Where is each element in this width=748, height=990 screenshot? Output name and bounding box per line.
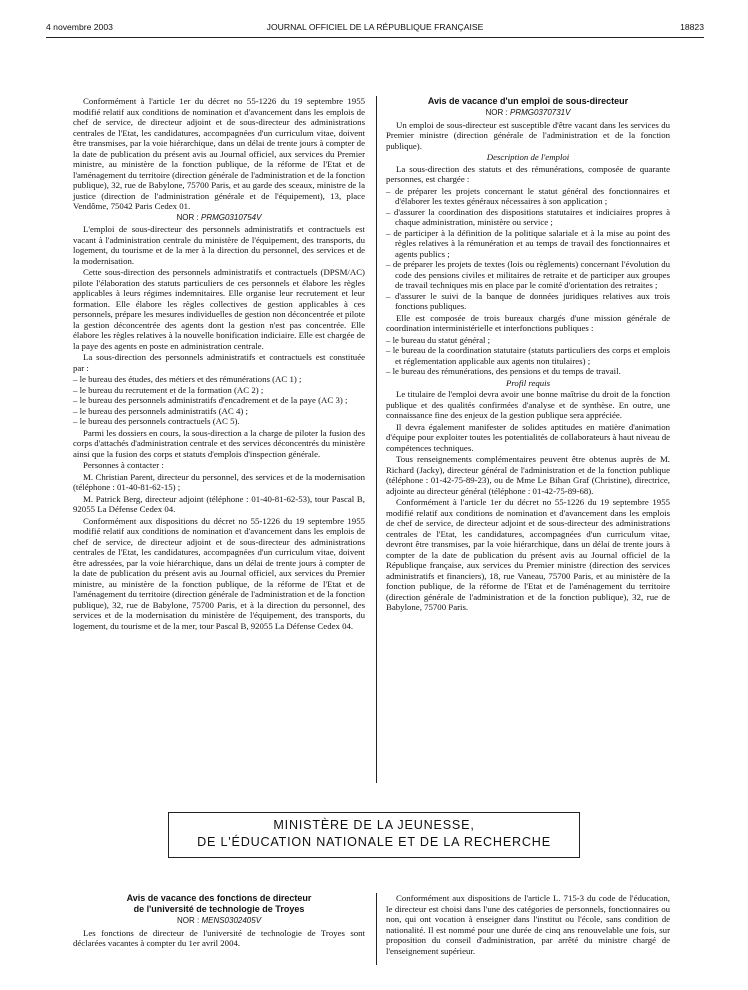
list-item: – le bureau du statut général ; xyxy=(386,335,670,346)
left-paragraph-4: La sous-direction des personnels administratifs et contractuels est constituée par : xyxy=(73,352,365,373)
list-item: – le bureau des rémunérations, des pensions et du temps de travail. xyxy=(386,366,670,377)
list-item: – d'assurer le suivi de la banque de données juridiques relatives aux trois fonctions publiques. xyxy=(386,291,670,312)
ministry-line-2: DE L'ÉDUCATION NATIONALE ET DE LA RECHERCHE xyxy=(197,835,551,849)
header-date: 4 novembre 2003 xyxy=(46,22,113,32)
left-paragraph-8: M. Patrick Berg, directeur adjoint (téléphone : 01-40-81-62-53), tour Pascal B, 92055 La Défense Cedex 04. xyxy=(73,493,365,514)
header-rule xyxy=(46,37,704,38)
left-paragraph-7: M. Christian Parent, directeur du personnel, des services et de la modernisation (téléphone : 01-40-81-62-15) ; xyxy=(73,471,365,492)
list-item: – le bureau des personnels contractuels (AC 5). xyxy=(73,416,365,427)
left-paragraph-2: L'emploi de sous-directeur des personnels administratifs et contractuels est vacant à l'administration centrale du ministère de l'équipement, des transports, du logement, du tourisme et de la mer à la direction du personnel, des services et de la modernisation. xyxy=(73,224,365,266)
right-paragraph-6: Tous renseignements complémentaires peuvent être obtenus auprès de M. Richard (Jacky), directeur général de l'administration et de la fonction publique (téléphone : 01-42-75-89-23), ou de Mme Le Bihan Graf (Christine), directrice, adjointe au directeur général (téléphone : 01-42-75-89-68). xyxy=(386,454,670,496)
right-paragraph-1: Un emploi de sous-directeur est susceptible d'être vacant dans les services du Premier ministre (direction générale de l'administration et de la fonction publique). xyxy=(386,119,670,151)
nor-label: NOR : xyxy=(176,212,199,222)
nor-code: PRMG0370731V xyxy=(509,108,571,117)
description-heading: Description de l'emploi xyxy=(486,152,570,162)
list-item: – de préparer les projets concernant le statut général des fonctionnaires et d'élaborer les textes généraux nécessaires à son application ; xyxy=(386,186,670,207)
left-paragraph-3: Cette sous-direction des personnels administratifs et contractuels (DPSM/AC) pilote l'élaboration des statuts particuliers de ces personnels et élabore les règles applicables à leurs régimes indemnitaires. Elle organise leur recrutement et leur formation. Elle élabore les règles collectives de gestion applicables à ces personnels, prépare les mesures individuelles de gestion non déconcentrée et pilote la gestion déconcentrée des agents dont la gestion n'est pas concentrée. Elle élabore les règles relatives à la nouvelle bonification indiciaire. Elle est chargée de la paye des agents en poste en administration centrale. xyxy=(73,267,365,351)
nor-code: PRMG0310754V xyxy=(200,212,262,222)
bureaux-list xyxy=(386,335,670,377)
header-page-number: 18823 xyxy=(680,22,704,32)
bottom-right-column xyxy=(386,893,670,957)
title-line-1: Avis de vacance des fonctions de directeur xyxy=(126,893,312,903)
right-column xyxy=(386,96,670,614)
list-item: – le bureau du recrutement et de la formation (AC 2) ; xyxy=(73,385,365,396)
left-paragraph-6: Personnes à contacter : xyxy=(83,460,164,470)
nor-code: MENS0302405V xyxy=(201,916,262,925)
right-paragraph-4: Le titulaire de l'emploi devra avoir une bonne maîtrise du droit de la fonction publique et des qualités confirmées d'analyse et de synthèse. En outre, une connaissance fine des enjeux de la gestion publique sera appréciée. xyxy=(386,389,670,420)
bottom-left-paragraph-1: Les fonctions de directeur de l'université de technologie de Troyes sont déclarées vacantes à compter du 1er avril 2004. xyxy=(73,927,365,948)
profile-heading: Profil requis xyxy=(505,377,551,388)
bottom-left-column xyxy=(73,893,365,950)
left-column xyxy=(73,96,365,632)
left-nor-reference xyxy=(73,213,365,224)
left-paragraph-1: Conformément à l'article 1er du décret no 55-1226 du 19 septembre 1955 modifié relatif aux conditions de nomination et d'avancement dans les emplois de chef de service, de directeur adjoint et de sous-directeur des administrations centrales de l'Etat, les candidatures, accompagnées d'un curriculum vitae, doivent être transmises, par la voie hiérarchique, dans un délai de trente jours à compter de la date de publication du présent avis au Journal officiel, aux services du Premier ministre, au ministère de la fonction publique, de la réforme de l'Etat et de l'aménagement du territoire (direction générale de l'administration et de la fonction publique), 32, rue de Babylone, 75700 Paris, et au garde des sceaux, ministre de la justice (direction de l'administration générale et de l'équipement), 13, place Vendôme, 75042 Paris Cedex 01. xyxy=(73,96,365,211)
page-header xyxy=(46,22,704,36)
bottom-nor-reference xyxy=(73,916,365,927)
list-item: – d'assurer la coordination des dispositions statutaires et indiciaires propres à chaque administration, ministère ou service ; xyxy=(386,207,670,228)
right-paragraph-5: Il devra également manifester de solides aptitudes en matière d'animation d'équipe pour exploiter toutes les potentialités de collaborateurs à haut niveau de compétences techniques. xyxy=(386,421,670,453)
right-paragraph-3: Elle est composée de trois bureaux chargés d'une mission générale de coordination interministérielle et interfonctions publiques : xyxy=(386,312,670,333)
list-item: – le bureau des personnels administratifs (AC 4) ; xyxy=(73,406,365,417)
right-notice-title: Avis de vacance d'un emploi de sous-directeur xyxy=(427,96,629,106)
university-notice-title xyxy=(73,893,365,915)
nor-label: NOR : xyxy=(176,916,200,925)
right-paragraph-7: Conformément à l'article 1er du décret no 55-1226 du 19 septembre 1955 modifié relatif aux conditions de nomination et d'avancement dans les emplois de chef de service, de directeur adjoint et de sous-directeur des administrations centrales de l'Etat, les candidatures, accompagnées d'un curriculum vitae, devront être transmises, par la voie hiérarchique, dans un délai de trente jours à compter de la date de publication du présent avis au Journal officiel de la République française, aux services du Premier ministre (direction des services administratifs et financiers), 18, rue Vaneau, 75700 Paris, et au ministère de la fonction publique, de la réforme de l'Etat et de l'aménagement du territoire (direction générale de l'administration et de la fonction publique), 32, rue de Babylone, 75700 Paris. xyxy=(386,497,670,612)
missions-list xyxy=(386,186,670,312)
list-item: – le bureau des personnels administratifs d'encadrement et de la paye (AC 3) ; xyxy=(73,395,365,406)
left-paragraph-5: Parmi les dossiers en cours, la sous-direction a la charge de piloter la fusion des corps d'attachés d'administration centrale et des services déconcentrés du ministère ainsi que la fusion des corps et statuts d'emplois d'inspection générale. xyxy=(73,427,365,459)
left-bureau-list xyxy=(73,374,365,427)
column-divider xyxy=(376,96,377,783)
left-paragraph-9: Conformément aux dispositions du décret no 55-1226 du 19 septembre 1955 modifié relatif aux conditions de nomination et d'avancement dans les emplois de chef de service, de directeur adjoint et de sous-directeur des administrations centrales de l'Etat, les candidatures, accompagnées d'un curriculum vitae, doivent être adressées, par la voie hiérarchique, dans un délai de trente jours à compter de la date de publication du présent avis au Journal officiel, aux services du Premier ministre, au ministère de la fonction publique, de la réforme de l'Etat et de l'aménagement du territoire (direction générale de l'administration et de la fonction publique), 32, rue de Babylone, 75700 Paris, et à la direction du personnel, des services et de la modernisation du ministère de l'équipement, des transports, du logement, du tourisme et de la mer, tour Pascal B, 92055 La Défense Cedex 04. xyxy=(73,515,365,631)
bottom-column-divider xyxy=(376,893,377,965)
nor-label: NOR : xyxy=(485,108,508,117)
right-nor-reference xyxy=(386,108,670,119)
right-paragraph-2: La sous-direction des statuts et des rémunérations, composée de quarante personnes, est chargée : xyxy=(386,163,670,184)
header-journal-title: JOURNAL OFFICIEL DE LA RÉPUBLIQUE FRANÇAISE xyxy=(266,22,484,32)
list-item: – de préparer les projets de textes (lois ou règlements) concernant l'évolution du code des pensions civiles et militaires de retraite et de participer aux groupes de travail techniques mis en place par le comité d'orientation des retraites ; xyxy=(386,259,670,291)
bottom-right-paragraph-1: Conformément aux dispositions de l'article L. 715-3 du code de l'éducation, le directeur est choisi dans l'une des catégories de personnels, fonctionnaires ou non, qui ont vocation à enseigner dans l'institut ou l'école, sans condition de nationalité. Il est nommé pour une durée de cinq ans renouvelable une fois, sur proposition du conseil d'administration, par arrêté du ministre chargé de l'enseignement supérieur. xyxy=(386,893,670,956)
list-item: – le bureau des études, des métiers et des rémunérations (AC 1) ; xyxy=(73,374,365,385)
list-item: – le bureau de la coordination statutaire (statuts particuliers des corps et emplois et réglementation applicable aux agents non titulaires) ; xyxy=(386,345,670,366)
ministry-line-1: MINISTÈRE DE LA JEUNESSE, xyxy=(273,818,475,832)
title-line-2: de l'université de technologie de Troyes xyxy=(133,904,305,914)
list-item: – de participer à la définition de la politique salariale et à la mise au point des règles relatives à la rémunération et au temps de travail des fonctionnaires et agents publics ; xyxy=(386,228,670,260)
ministry-heading-box xyxy=(168,812,580,858)
